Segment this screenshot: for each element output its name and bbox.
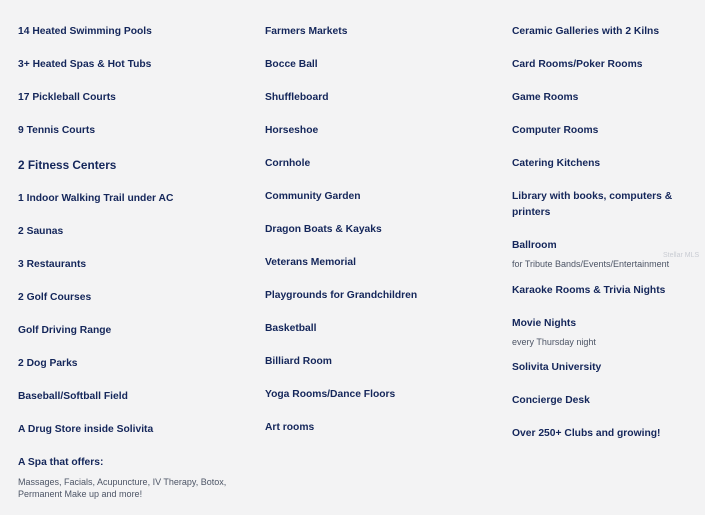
amenity-label: 17 Pickleball Courts <box>18 92 116 103</box>
amenity-item <box>18 356 254 372</box>
amenity-item <box>18 191 254 207</box>
amenity-item <box>18 24 254 40</box>
amenity-item <box>18 157 254 173</box>
amenity-item <box>512 123 698 139</box>
amenity-label: Community Garden <box>265 191 361 202</box>
amenity-item <box>18 224 254 240</box>
amenity-label: Art rooms <box>265 422 315 433</box>
amenity-label: Billiard Room <box>265 356 332 367</box>
amenity-item <box>512 360 698 376</box>
amenity-item <box>512 57 698 73</box>
amenity-item <box>265 123 501 139</box>
amenity-item <box>265 90 501 106</box>
amenity-label: 3+ Heated Spas & Hot Tubs <box>18 59 152 70</box>
amenity-item <box>512 24 698 40</box>
amenity-label: Movie Nights <box>512 318 577 329</box>
amenity-item <box>265 255 501 271</box>
amenity-label: Game Rooms <box>512 92 579 103</box>
amenity-label: 9 Tennis Courts <box>18 125 96 136</box>
amenity-label: 2 Dog Parks <box>18 358 78 369</box>
amenity-item <box>18 323 254 339</box>
amenity-label: 2 Fitness Centers <box>18 158 117 172</box>
amenity-description: every Thursday night <box>512 337 596 347</box>
amenity-label: Ceramic Galleries with 2 Kilns <box>512 26 660 37</box>
amenity-item <box>18 257 254 273</box>
amenity-item <box>265 354 501 370</box>
amenity-item <box>265 222 501 238</box>
amenity-item <box>18 90 254 106</box>
amenity-item <box>512 316 698 348</box>
amenity-label: 2 Saunas <box>18 226 64 237</box>
amenity-label: Card Rooms/Poker Rooms <box>512 59 643 70</box>
amenity-label: Playgrounds for Grandchildren <box>265 290 418 301</box>
amenity-item <box>18 422 254 438</box>
amenity-item <box>265 156 501 172</box>
amenity-item <box>18 455 228 500</box>
amenity-item <box>265 24 501 40</box>
amenity-item <box>512 90 698 106</box>
amenity-item <box>512 393 698 409</box>
amenity-label: Karaoke Rooms & Trivia Nights <box>512 285 666 296</box>
amenity-item <box>265 189 501 205</box>
amenity-label: Bocce Ball <box>265 59 318 70</box>
amenity-item <box>512 189 698 221</box>
amenity-label: Golf Driving Range <box>18 325 112 336</box>
amenity-label: A Drug Store inside Solivita <box>18 424 154 435</box>
amenity-label: Horseshoe <box>265 125 319 136</box>
amenity-label: 3 Restaurants <box>18 259 87 270</box>
amenity-item <box>265 321 501 337</box>
amenity-item <box>512 283 698 299</box>
amenity-item <box>18 290 254 306</box>
amenity-label: Ballroom <box>512 240 557 251</box>
amenity-label: Yoga Rooms/Dance Floors <box>265 389 396 400</box>
watermark: Stellar MLS <box>663 252 700 259</box>
amenity-label: Basketball <box>265 323 317 334</box>
amenity-item <box>265 387 501 403</box>
amenity-item <box>265 288 501 304</box>
amenity-label: Library with books, computers & printers <box>512 191 673 218</box>
amenity-item <box>18 57 254 73</box>
amenity-label: Dragon Boats & Kayaks <box>265 224 382 235</box>
amenity-label: Catering Kitchens <box>512 158 601 169</box>
amenity-item <box>512 426 698 442</box>
amenity-label: Shuffleboard <box>265 92 329 103</box>
amenity-item <box>18 389 254 405</box>
amenity-label: 14 Heated Swimming Pools <box>18 26 152 37</box>
amenity-item <box>265 420 501 436</box>
amenity-label: Over 250+ Clubs and growing! <box>512 428 661 439</box>
amenity-label: Computer Rooms <box>512 125 599 136</box>
amenity-label: Concierge Desk <box>512 395 590 406</box>
amenity-description: for Tribute Bands/Events/Entertainment <box>512 259 670 269</box>
amenity-label: Cornhole <box>265 158 311 169</box>
amenity-label: 1 Indoor Walking Trail under AC <box>18 193 174 204</box>
amenity-item <box>512 156 698 172</box>
amenity-label: Farmers Markets <box>265 26 348 37</box>
amenity-label: 2 Golf Courses <box>18 292 92 303</box>
amenity-label: Veterans Memorial <box>265 257 356 268</box>
amenity-item <box>265 57 501 73</box>
amenity-item <box>18 123 254 139</box>
amenity-label: A Spa that offers: <box>18 457 104 468</box>
amenity-label: Baseball/Softball Field <box>18 391 128 402</box>
amenity-label: Solivita University <box>512 362 602 373</box>
amenity-description: Massages, Facials, Acupuncture, IV Therapy, Botox, Permanent Make up and more! <box>18 477 227 499</box>
